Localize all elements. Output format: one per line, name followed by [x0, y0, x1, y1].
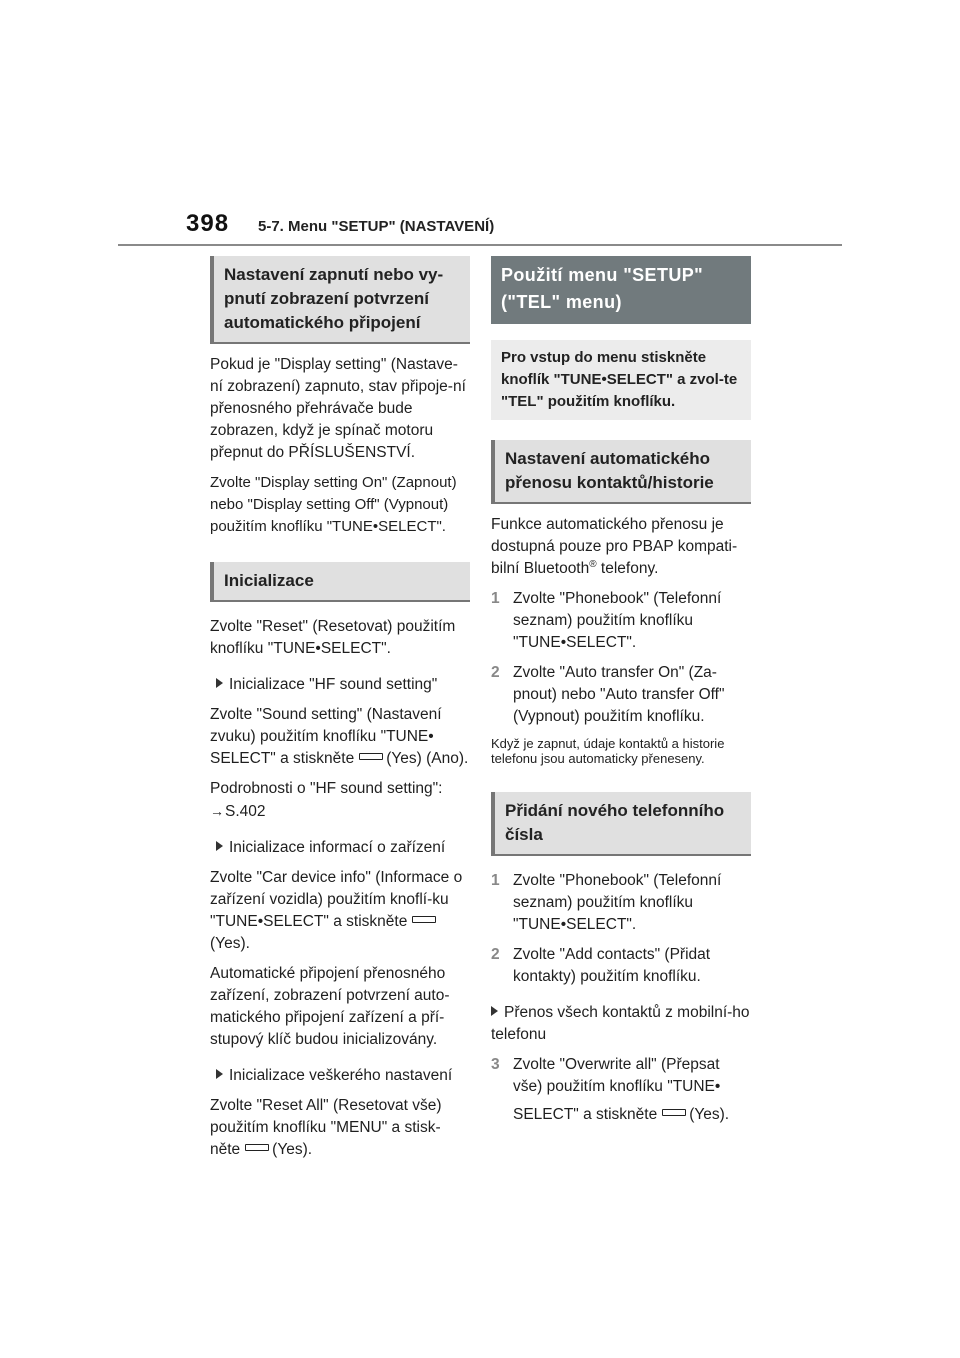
right-column	[491, 256, 751, 1126]
step-item: 1 Zvolte "Phonebook" (Telefonní seznam) použitím knoflíku "TUNE•SELECT".	[491, 872, 722, 933]
bullet-item: Inicializace "HF sound setting"	[210, 674, 470, 696]
page-reference: →S.402	[210, 803, 266, 820]
yes-button-icon	[662, 1109, 686, 1116]
note: Když je zapnut, údaje kontaktů a historie telefonu jsou automaticky přeneseny.	[491, 736, 725, 766]
step-item: 1 Zvolte "Phonebook" (Telefonní seznam) použitím knoflíku "TUNE•SELECT".	[491, 590, 722, 651]
bullet-item: Inicializace veškerého nastavení	[210, 1065, 470, 1087]
main-heading-setup-tel-menu: Použití menu "SETUP" ("TEL" menu)	[491, 256, 751, 324]
left-column	[210, 256, 470, 1161]
paragraph: Zvolte "Sound setting" (Nastavení zvuku) použitím knoflíku "TUNE• SELECT" a stiskněte (Yes) (Ano).	[210, 706, 469, 767]
section-heading-auto-connect-display: Nastavení zapnutí nebo vy-pnutí zobrazení potvrzení automatického připojení	[210, 256, 470, 344]
info-box: Pro vstup do menu stiskněte knoflík "TUNE•SELECT" a zvol-te "TEL" použitím knoflíku.	[491, 340, 751, 420]
triangle-bullet-icon	[216, 678, 223, 688]
section-heading-add-phone-number: Přidání nového telefonního čísla	[491, 792, 751, 856]
paragraph: Automatické připojení přenosného zařízení, zobrazení potvrzení auto-matického připojení zařízení a pří-stupový klíč budou inicializovány.	[210, 965, 450, 1048]
bullet-item: Inicializace informací o zařízení	[210, 837, 470, 859]
yes-button-icon	[412, 916, 436, 923]
header-divider	[118, 244, 842, 246]
chapter-title: 5-7. Menu "SETUP" (NASTAVENÍ)	[258, 218, 495, 235]
step-item: 2 Zvolte "Add contacts" (Přidat kontakty) použitím knoflíku.	[491, 946, 711, 985]
paragraph: Funkce automatického přenosu je dostupná pouze pro PBAP kompati-bilní Bluetooth® telefony.	[491, 516, 738, 577]
bullet-item: Přenos všech kontaktů z mobilní-ho telefonu	[491, 1004, 750, 1043]
yes-button-icon	[245, 1144, 269, 1151]
paragraph: Zvolte "Car device info" (Informace o zařízení vozidla) použitím knoflí-ku "TUNE•SELECT" a stiskněte(Yes).	[210, 869, 463, 952]
triangle-bullet-icon	[216, 1069, 223, 1079]
paragraph: Zvolte "Reset" (Resetovat) použitím knoflíku "TUNE•SELECT".	[210, 618, 456, 657]
section-heading-initialization: Inicializace	[210, 562, 470, 602]
paragraph: Podrobnosti o "HF sound setting":	[210, 780, 443, 797]
triangle-bullet-icon	[216, 841, 223, 851]
section-heading-auto-transfer: Nastavení automatického přenosu kontaktů/historie	[491, 440, 751, 504]
step-item: 2 Zvolte "Auto transfer On" (Za-pnout) nebo "Auto transfer Off" (Vypnout) použitím knoflíku.	[491, 664, 725, 725]
paragraph: Pokud je "Display setting" (Nastave-ní zobrazení) zapnuto, stav připoje-ní přenosného přehrávače bude zobrazen, když je spínač motoru přepnut do PŘÍSLUŠENSTVÍ.	[210, 356, 466, 461]
page-number: 398	[186, 210, 230, 237]
yes-button-icon	[359, 753, 383, 760]
paragraph: Zvolte "Display setting On" (Zapnout) nebo "Display setting Off" (Vypnout) použitím knoflíku "TUNE•SELECT".	[210, 474, 457, 535]
step-item: 3 Zvolte "Overwrite all" (Přepsat vše) použitím knoflíku "TUNE•	[491, 1056, 721, 1095]
paragraph: Zvolte "Reset All" (Resetovat vše) použitím knoflíku "MENU" a stisk-něte (Yes).	[210, 1097, 442, 1158]
step-item-continued: SELECT" a stiskněte (Yes).	[513, 1106, 730, 1123]
arrow-right-icon: →	[210, 803, 224, 819]
triangle-bullet-icon	[491, 1006, 498, 1016]
